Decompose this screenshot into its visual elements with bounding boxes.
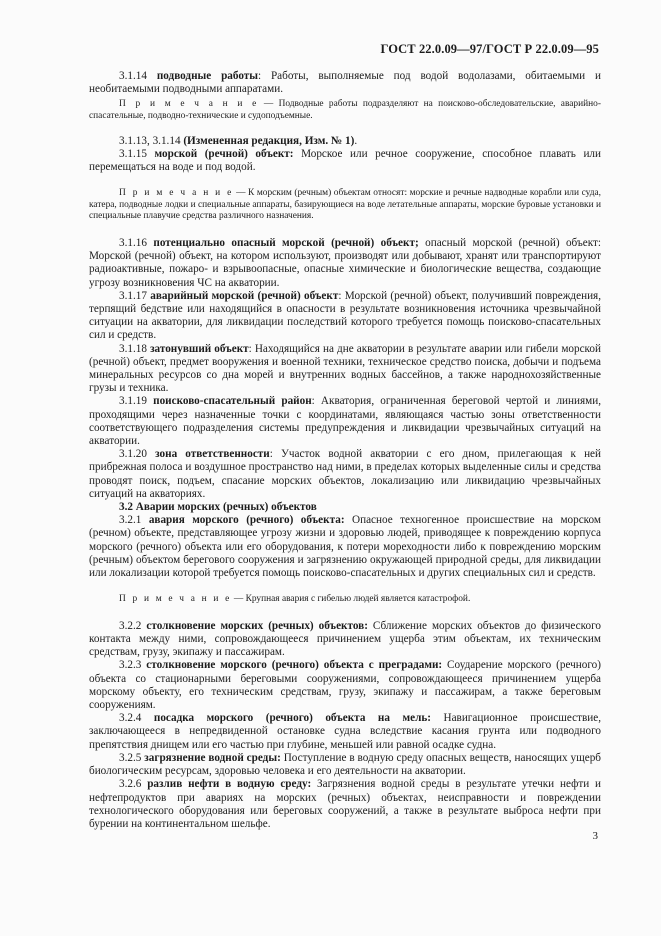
term: затонувший объект <box>150 342 249 355</box>
definition-text: Находящийся на дне акватории в результате аварии или гибели морской (речной) объект, предмет вооружения и военной техники, техническое средство поиска, добычи и подъема минеральных ресурсов со дна морей и внутренних водных бассейнов, а также народнохозяйственные грузы и техника. <box>89 342 602 395</box>
definition-3-2-6 <box>89 778 601 831</box>
term: морской (речной) объект: <box>154 147 294 160</box>
definition-text: Морское или речное сооружение, способное плавать или перемещаться на воде и под водой. <box>89 147 602 173</box>
term: аварийный морской (речной) объект <box>150 289 339 302</box>
clause-number: 3.1.20 <box>119 448 147 461</box>
definition-text: Опасное техногенное происшествие на морском (речном) объекте, представляющее угрозу жизни и здоровью людей, приводящее к повреждению корпуса морского (речного) объекта или его оборудования, к потери мореходности либо к повреждению морским (речным) объектом берегового сооружения и загрязнению окружающей природной среды, для ликвидации или локализации которой требуется помощь поисково-спасательных и других специальных сил и средств. <box>89 514 602 580</box>
clause-number: 3.1.17 <box>119 289 147 302</box>
definition-3-2-4 <box>89 712 601 752</box>
definition-3-2-5 <box>89 752 601 778</box>
note-3-1-15 <box>89 188 601 223</box>
term: столкновение морского (речного) объекта с преградами: <box>146 659 443 672</box>
clause-number: 3.1.19 <box>119 395 147 408</box>
note-text: — Крупная авария с гибелью людей является катастрофой. <box>231 594 471 605</box>
document-body <box>89 70 601 831</box>
section-heading-3-2: 3.2 Аварии морских (речных) объектов <box>119 501 317 514</box>
definition-text: Сближение морских объектов до физического контакта между ними, сопровождающееся причинением ущерба этим объектам, их техническим средствам, грузу, экипажу и пассажирам. <box>89 619 601 659</box>
definition-text: Акватория, ограниченная береговой чертой и линиями, проходящими через назначенные точки с координатами, являющаяся частью зоны ответственности соответствующего подразделения системы предупреждения и ликвидации чрезвычайных ситуаций на акватории. <box>89 395 601 448</box>
standard-code-header: ГОСТ 22.0.09—97/ГОСТ Р 22.0.09—95 <box>380 42 599 56</box>
note-3-1-14 <box>89 99 601 122</box>
amendment-line: 3.1.13, 3.1.14 (Измененная редакция, Изм. № 1). <box>119 134 358 147</box>
term: авария морского (речного) объекта: <box>148 514 345 527</box>
definition-3-2-1 <box>89 514 601 580</box>
term: потенциально опасный морской (речной) объект; <box>153 236 419 249</box>
definition-text: Навигационное происшествие, заключающееся в непредвиденной остановке судна вследствие касания грунта или подводного препятствия днищем или его частью при глубине, меньшей или равной осадке судна. <box>89 712 601 751</box>
page-number: 3 <box>592 830 598 842</box>
clause-number: 3.2.2 <box>119 619 142 632</box>
definition-3-1-18: 3.1.18 затонувший объект: Находящийся на дне акватории в результате аварии или гибели морской (речной) объект, предмет вооружения и военной техники, техническое средство поиска, добычи и подъема минеральных ресурсов со дна морей и внутренних водных бассейнов, а также народнохозяйственные грузы и техника. <box>89 342 602 395</box>
clause-number: 3.1.13, 3.1.14 <box>119 134 181 147</box>
clause-number: 3.1.15 <box>119 147 147 160</box>
note-label: П р и м е ч а н и е <box>119 99 259 110</box>
definition-text: опасный морской (речной) объект: Морской (речной) объект, на котором используют, производят или добывают, хранят или транспортируют радиоактивные, пожаро- и взрывоопасные, опасные химические и биологические вещества, создающие угрозу возникновения ЧС на акватории. <box>89 236 602 289</box>
note-label: П р и м е ч а н и е <box>119 188 234 199</box>
term: разлив нефти в водную среду: <box>147 778 312 791</box>
definition-3-1-15 <box>89 148 601 174</box>
clause-number: 3.2.3 <box>119 659 142 672</box>
definition-3-1-20: 3.1.20 зона ответственности: Участок водной акватории с его дном, прилегающая к ней прибрежная полоса и воздушное пространство над ними, в пределах которых выделенные силы и средства проводят поиск, подъем, спасание морских объектов, локализацию или ликвидацию чрезвычайных ситуаций на акваториях. <box>89 448 602 500</box>
term: посадка морского (речного) объекта на мель: <box>153 712 431 725</box>
clause-number: 3.2.5 <box>119 751 142 764</box>
clause-number: 3.1.16 <box>119 236 147 249</box>
definition-text: Участок водной акватории с его дном, прилегающая к ней прибрежная полоса и воздушное пространство над ними, в пределах которых выделенные силы и средства проводят поиск, подъем, спасание морских объектов, локализацию или ликвидацию чрезвычайных ситуаций на акваториях. <box>89 448 602 500</box>
definition-text: Работы, выполняемые под водой водолазами, обитаемыми и необитаемыми подводными аппаратами. <box>89 70 602 96</box>
term: поисково-спасательный район <box>153 395 312 408</box>
definition-3-2-3 <box>89 659 601 712</box>
term: подводные работы <box>156 70 259 82</box>
definition-3-1-16 <box>89 237 601 290</box>
definition-3-1-17: 3.1.17 аварийный морской (речной) объект: Морской (речной) объект, получивший повреждения, терпящий бедствие или находящийся в опасности в результате возникновения источника чрезвычайной ситуации на акватории, для ликвидации последствий которого требуется помощь поисково-спасательных сил и средств. <box>89 289 601 342</box>
note-3-2-1 <box>89 594 601 606</box>
note-text: — К морским (речным) объектам относят: морские и речные надводные корабли или суда, катера, подводные лодки и специальные аппараты, базирующиеся на воде летательные аппараты, морские буровые установки и специальные плавучие средства различного назначения. <box>89 188 601 222</box>
clause-number: 3.2.4 <box>119 712 142 725</box>
clause-number: 3.1.14 <box>119 70 147 82</box>
clause-number: 3.2.1 <box>119 514 142 527</box>
definition-text: Морской (речной) объект, получивший повреждения, терпящий бедствие или находящийся в опасности в результате возникновения источника чрезвычайной ситуации на акватории, для ликвидации последствий которого требуется помощь поисково-спасательных сил и средств. <box>89 289 601 342</box>
term: загрязнение водной среды: <box>144 751 281 764</box>
clause-number: 3.2.6 <box>119 778 142 791</box>
note-text: — Подводные работы подразделяют на поисково-обследовательские, аварийно-спасательные, подводно-технические и судоподъемные. <box>89 99 601 121</box>
definition-text: Загрязнения водной среды в результате утечки нефти и нефтепродуктов при авариях на морских (речных) объектах, неисправности и повреждении технологического оборудования или береговых сооружений, а также в результате выброса нефти при бурении на континентальном шельфе. <box>89 778 602 830</box>
definition-text: Соударение морского (речного) объекта со стационарными береговыми сооружениями, сопровождающееся причинением ущерба морскому объекту, его техническим средствам, грузу, экипажу и пассажирам, а также береговым сооружениям. <box>89 659 601 712</box>
clause-number: 3.1.18 <box>119 342 147 355</box>
definition-3-1-14: 3.1.14 подводные работы: Работы, выполняемые под водой водолазами, обитаемыми и необитаемыми подводными аппаратами. <box>89 70 602 96</box>
definition-3-1-19: 3.1.19 поисково-спасательный район: Акватория, ограниченная береговой чертой и линиями, проходящими через назначенные точки с координатами, являющаяся частью зоны ответственности соответствующего подразделения системы предупреждения и ликвидации чрезвычайных ситуаций на акватории. <box>89 395 601 448</box>
definition-text: Поступление в водную среду опасных веществ, наносящих ущерб биологическим ресурсам, здоровью человека и его деятельности на акватории. <box>89 751 601 778</box>
definition-3-2-2 <box>89 620 601 660</box>
amendment-text: (Измененная редакция, Изм. № 1) <box>183 134 355 147</box>
term: зона ответственности <box>155 448 270 461</box>
note-label: П р и м е ч а н и е <box>119 594 232 605</box>
term: столкновение морских (речных) объектов: <box>146 619 368 632</box>
